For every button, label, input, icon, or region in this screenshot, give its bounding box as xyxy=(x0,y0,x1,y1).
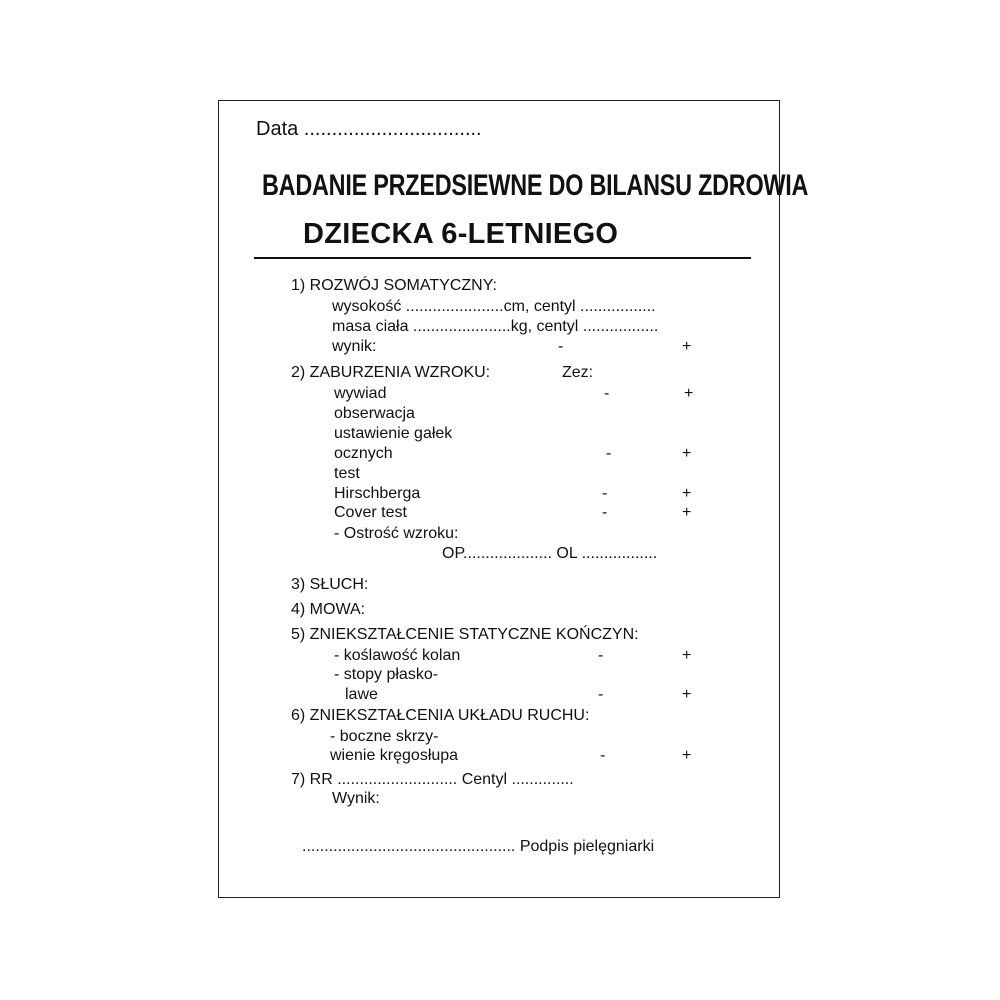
section5-heading: 5) ZNIEKSZTAŁCENIE STATYCZNE KOŃCZYN: xyxy=(291,626,639,643)
section1-heading: 1) ROZWÓJ SOMATYCZNY: xyxy=(291,277,497,294)
scoliosis-label-1: - boczne skrzy- xyxy=(330,728,439,745)
hirschberg-label-1: test xyxy=(334,465,360,482)
nurse-signature-field[interactable]: ................................................ Podpis pielęgniarki xyxy=(302,838,655,855)
section4-heading: 4) MOWA: xyxy=(291,601,366,618)
interview-plus[interactable]: + xyxy=(684,385,694,402)
scoliosis-label-2: wienie kręgosłupa xyxy=(330,747,459,764)
section7-result-label: Wynik: xyxy=(332,790,380,807)
cover-test-minus[interactable]: - xyxy=(602,504,608,521)
scoliosis-plus[interactable]: + xyxy=(682,747,692,764)
flatfeet-label-1: - stopy płasko- xyxy=(334,666,439,683)
section1-result-plus[interactable]: + xyxy=(682,338,692,355)
cover-test-label: Cover test xyxy=(334,504,407,521)
flatfeet-label-2: lawe xyxy=(345,686,378,703)
height-field[interactable]: wysokość ......................cm, centyl ................. xyxy=(332,298,656,315)
section6-heading: 6) ZNIEKSZTAŁCENIA UKŁADU RUCHU: xyxy=(291,707,590,724)
hirschberg-plus[interactable]: + xyxy=(682,485,692,502)
section3-heading: 3) SŁUCH: xyxy=(291,576,369,593)
rr-field[interactable]: 7) RR ........................... Centyl .............. xyxy=(291,771,574,788)
eye-position-label-2: ocznych xyxy=(334,445,393,462)
cover-test-plus[interactable]: + xyxy=(682,504,692,521)
eye-position-label-1: ustawienie gałek xyxy=(334,425,453,442)
title-underline xyxy=(254,257,751,259)
section1-result-minus[interactable]: - xyxy=(558,338,564,355)
eye-position-minus[interactable]: - xyxy=(606,445,612,462)
observation-label: obserwacja xyxy=(334,405,415,422)
hirschberg-minus[interactable]: - xyxy=(602,485,608,502)
hirschberg-label-2: Hirschberga xyxy=(334,485,421,502)
section2-heading: 2) ZABURZENIA WZROKU: xyxy=(291,364,491,381)
flatfeet-plus[interactable]: + xyxy=(682,686,692,703)
mass-field[interactable]: masa ciała ......................kg, centyl ................. xyxy=(332,318,659,335)
date-field[interactable]: Data ................................ xyxy=(256,118,482,140)
flatfeet-minus[interactable]: - xyxy=(598,686,604,703)
strabismus-label: Zez: xyxy=(562,364,594,381)
knees-label: - koślawość kolan xyxy=(334,647,461,664)
acuity-label: - Ostrość wzroku: xyxy=(334,525,459,542)
knees-plus[interactable]: + xyxy=(682,647,692,664)
interview-label: wywiad xyxy=(334,385,387,402)
eye-position-plus[interactable]: + xyxy=(682,445,692,462)
interview-minus[interactable]: - xyxy=(604,385,610,402)
scoliosis-minus[interactable]: - xyxy=(600,747,606,764)
knees-minus[interactable]: - xyxy=(598,647,604,664)
form-title-line1: BADANIE PRZEDSIEWNE DO BILANSU ZDROWIA xyxy=(262,169,809,202)
form-title-line2: DZIECKA 6-LETNIEGO xyxy=(303,218,619,250)
op-ol-field[interactable]: OP.................... OL ................. xyxy=(442,545,658,562)
section1-result-label: wynik: xyxy=(332,338,377,355)
